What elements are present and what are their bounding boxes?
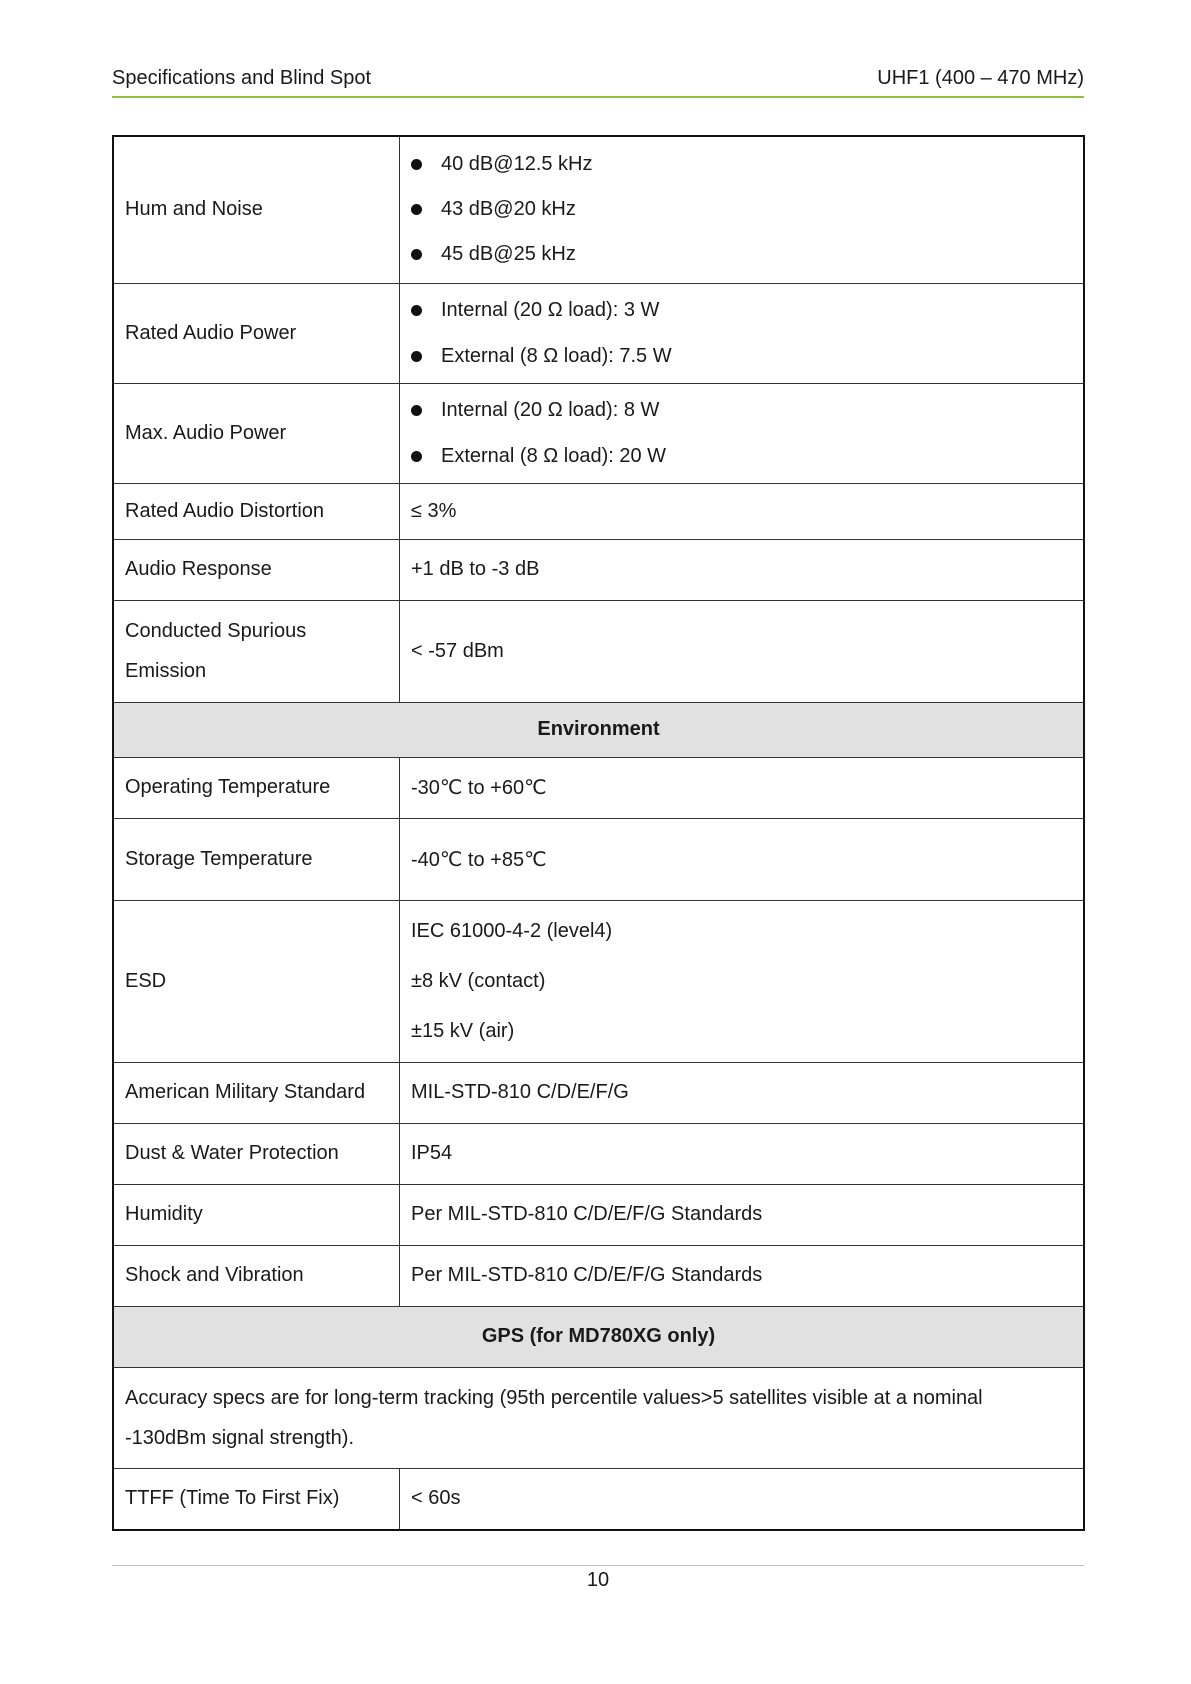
note-line: Accuracy specs are for long-term tracking (95th percentile values>5 satellites visible at a nominal	[125, 1386, 983, 1409]
bullet-icon	[411, 451, 422, 462]
row-value: Per MIL-STD-810 C/D/E/F/G Standards	[400, 1184, 1085, 1245]
list-item-text: Internal (20 Ω load): 3 W	[441, 298, 660, 321]
header-band-label: UHF1 (400 – 470 MHz)	[877, 67, 1084, 89]
row-value: -40℃ to +85℃	[400, 818, 1085, 900]
table-row	[113, 900, 1084, 1062]
list-item	[411, 387, 1072, 433]
bullet-icon	[411, 305, 422, 316]
table-row	[113, 1245, 1084, 1306]
row-label: Operating Temperature	[113, 757, 400, 818]
row-label: Humidity	[113, 1184, 400, 1245]
list-item-text: Internal (20 Ω load): 8 W	[441, 398, 660, 421]
list-item-text: External (8 Ω load): 7.5 W	[441, 344, 672, 367]
table-row	[113, 1468, 1084, 1530]
row-value: IP54	[400, 1123, 1085, 1184]
row-value: < 60s	[400, 1468, 1085, 1530]
row-value: ≤ 3%	[400, 483, 1085, 539]
row-label-line: Conducted Spurious	[125, 620, 307, 642]
value-line: ±15 kV (air)	[411, 1020, 515, 1042]
page-header	[112, 66, 1084, 90]
list-item-text: 45 dB@25 kHz	[441, 243, 576, 266]
row-value: +1 dB to -3 dB	[400, 539, 1085, 600]
row-label: Rated Audio Power	[113, 283, 400, 383]
list-item	[411, 433, 1072, 479]
list-item-text: 43 dB@20 kHz	[441, 198, 576, 221]
value-line: IEC 61000-4-2 (level4)	[411, 920, 613, 942]
row-label: Rated Audio Distortion	[113, 483, 400, 539]
table-row	[113, 1062, 1084, 1123]
footer-divider	[112, 1565, 1084, 1566]
row-label: Shock and Vibration	[113, 1245, 400, 1306]
row-label: TTFF (Time To First Fix)	[113, 1468, 400, 1530]
table-row	[113, 136, 1084, 283]
table-row	[113, 483, 1084, 539]
header-divider	[112, 96, 1084, 98]
row-label: ESD	[113, 900, 400, 1062]
row-value: Per MIL-STD-810 C/D/E/F/G Standards	[400, 1245, 1085, 1306]
table-row	[113, 757, 1084, 818]
gps-accuracy-note	[113, 1367, 1084, 1468]
bullet-list	[411, 142, 1072, 277]
bullet-icon	[411, 351, 422, 362]
table-row	[113, 600, 1084, 702]
table-row	[113, 539, 1084, 600]
row-label: Dust & Water Protection	[113, 1123, 400, 1184]
row-value	[400, 136, 1085, 283]
list-item	[411, 287, 1072, 333]
row-value: < -57 dBm	[400, 600, 1085, 702]
table-row	[113, 383, 1084, 483]
row-label-line: Emission	[125, 660, 207, 682]
bullet-icon	[411, 159, 422, 170]
row-label: Hum and Noise	[113, 136, 400, 283]
bullet-list	[411, 387, 1072, 479]
row-value	[400, 383, 1085, 483]
list-item	[411, 142, 1072, 187]
value-line: ±8 kV (contact)	[411, 970, 546, 992]
row-value	[400, 900, 1085, 1062]
row-label: Max. Audio Power	[113, 383, 400, 483]
table-row	[113, 283, 1084, 383]
specifications-table	[112, 135, 1085, 1531]
list-item	[411, 187, 1072, 232]
note-line: -130dBm signal strength).	[125, 1426, 355, 1449]
section-heading-gps: GPS (for MD780XG only)	[113, 1306, 1084, 1367]
table-row	[113, 1123, 1084, 1184]
row-label: Storage Temperature	[113, 818, 400, 900]
header-section-title: Specifications and Blind Spot	[112, 67, 372, 89]
bullet-icon	[411, 405, 422, 416]
table-row	[113, 1184, 1084, 1245]
section-heading-environment: Environment	[113, 702, 1084, 757]
bullet-list	[411, 287, 1072, 379]
section-header-row	[113, 702, 1084, 757]
list-item-text: 40 dB@12.5 kHz	[441, 153, 593, 176]
list-item	[411, 333, 1072, 379]
row-value	[400, 283, 1085, 383]
row-label: American Military Standard	[113, 1062, 400, 1123]
list-item-text: External (8 Ω load): 20 W	[441, 444, 667, 467]
bullet-icon	[411, 249, 422, 260]
bullet-icon	[411, 204, 422, 215]
section-header-row	[113, 1306, 1084, 1367]
list-item	[411, 232, 1072, 277]
value-lines	[411, 906, 1072, 1056]
table-row	[113, 818, 1084, 900]
row-value: MIL-STD-810 C/D/E/F/G	[400, 1062, 1085, 1123]
row-value: -30℃ to +60℃	[400, 757, 1085, 818]
row-label	[113, 600, 400, 702]
table-row	[113, 1367, 1084, 1468]
row-label: Audio Response	[113, 539, 400, 600]
page-number: 10	[586, 1569, 610, 1591]
